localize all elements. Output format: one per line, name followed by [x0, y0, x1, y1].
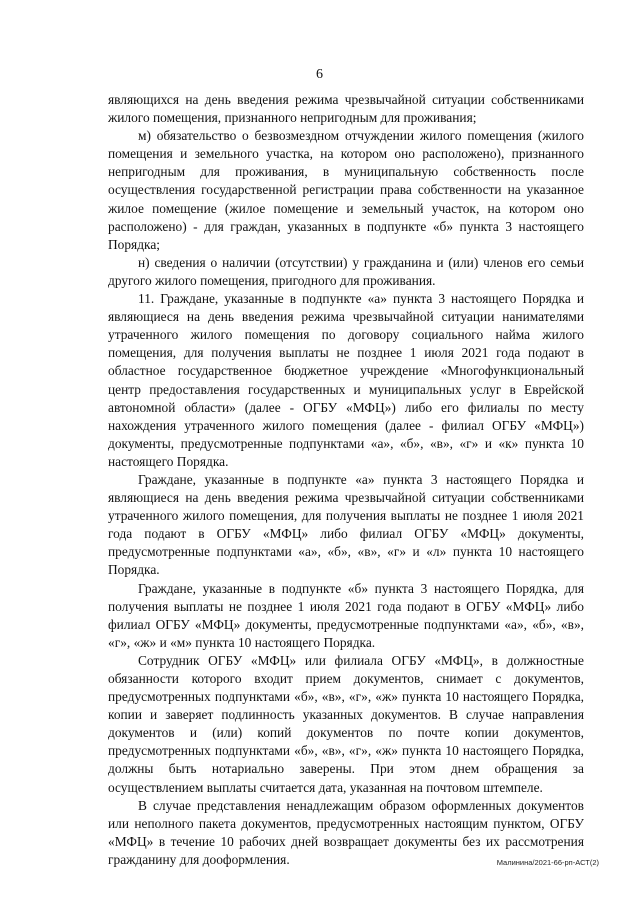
paragraph-subitem-b-citizens: Граждане, указанные в подпункте «б» пункта 3 настоящего Порядка, для получения выплаты не позднее 1 июля 2021 года подают в ОГБУ «МФЦ» либо филиал ОГБУ «МФЦ» документы, предусмотренные подпунктами «а», «б», «в», «г», «ж» и «м» пункта 10 настоящего Порядка.	[108, 580, 584, 650]
paragraph-clause-11: 11. Граждане, указанные в подпункте «а» пункта 3 настоящего Порядка и являющиеся на день введения режима чрезвычайной ситуации нанимателями утраченного жилого помещения по договору социального найма жилого помещения, для получения выплаты не позднее 1 июля 2021 года подают в областное государственное бюджетное учреждение «Многофункциональный центр предоставления государственных и муниципальных услуг в Еврейской автономной области» (далее - ОГБУ «МФЦ») либо его филиалы по месту нахождения утраченного жилого помещения (далее - филиал ОГБУ «МФЦ») документы, предусмотренные подпунктами «а», «б», «в», «г» и «к» пункта 10 настоящего Порядка.	[108, 291, 584, 469]
paragraph-item-m: м) обязательство о безвозмездном отчуждении жилого помещения (жилого помещения и земельного участка, на котором оно расположено), признанного непригодным для проживания, в муниципальную собственность после осуществления государственной регистрации права собственности на указанное жилое помещение (жилое помещение и земельный участок, на котором оно расположено) - для граждан, указанных в подпункте «б» пункта 3 настоящего Порядка;	[108, 128, 584, 252]
paragraph-item-n: н) сведения о наличии (отсутствии) у гражданина и (или) членов его семьи другого жилого помещения, пригодного для проживания.	[108, 254, 584, 288]
footer-document-code: Малинина/2021-66-рп-АСТ(2)	[496, 858, 599, 867]
paragraph-continuation: являющихся на день введения режима чрезвычайной ситуации собственниками жилого помещения, признанного непригодным для проживания;	[108, 92, 584, 126]
document-body	[108, 91, 584, 869]
paragraph-mfc-employee: Сотрудник ОГБУ «МФЦ» или филиала ОГБУ «МФЦ», в должностные обязанности которого входит прием документов, снимает с документов, предусмотренных подпунктами «б», «в», «г», «ж» пункта 10 настоящего Порядка, копии и заверяет подлинность указанных документов. В случае направления документов и (или) копий документов по почте копии документов, предусмотренных подпунктами «б», «в», «г», «ж» пункта 10 настоящего Порядка, должны быть нотариально заверены. При этом днем обращения за осуществлением выплаты считается дата, указанная на почтовом штемпеле.	[108, 652, 584, 795]
paragraph-owners: Граждане, указанные в подпункте «а» пункта 3 настоящего Порядка и являющиеся на день введения режима чрезвычайной ситуации собственниками утраченного жилого помещения, для получения выплаты не позднее 1 июля 2021 года подают в ОГБУ «МФЦ» либо филиал ОГБУ «МФЦ» документы, предусмотренные подпунктами «а», «б», «в», «г» и «л» пункта 10 настоящего Порядка.	[108, 471, 584, 578]
paragraph-return-documents: В случае представления ненадлежащим образом оформленных документов или неполного пакета документов, предусмотренных настоящим пунктом, ОГБУ «МФЦ» в течение 10 рабочих дней возвращает документы без их рассмотрения гражданину для дооформления.	[108, 797, 584, 867]
page-number: 6	[316, 67, 323, 82]
